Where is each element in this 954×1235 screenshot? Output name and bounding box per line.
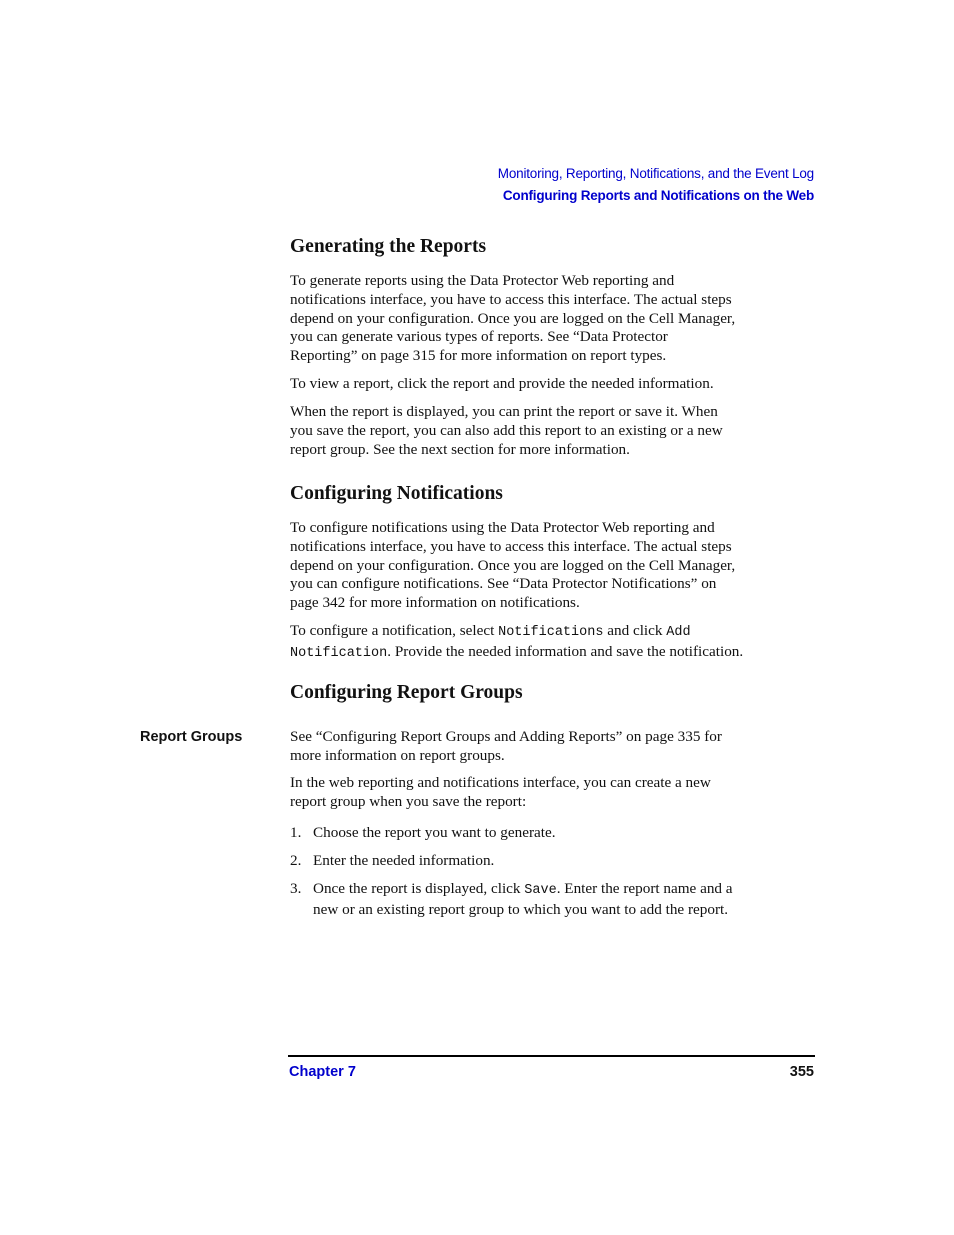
text-line [290,643,816,664]
text-line: depend on your configuration. Once you are logged on the Cell Manager, [290,556,736,574]
text-line: To configure notifications using the Data Protector Web reporting and [290,519,715,536]
text-line: more information on report groups. [290,746,505,764]
heading-generating-reports: Generating the Reports [290,236,487,257]
text-line: you save the report, you can also add this report to an existing or a new [290,421,723,439]
text-line [313,880,816,901]
margin-label-report-groups: Report Groups [140,729,243,745]
running-header-chapter: Monitoring, Reporting, Notifications, and the Event Log [497,166,814,181]
code-notification: Notification [290,645,388,661]
text-line: you can generate various types of reports. See “Data Protector [290,328,668,346]
text-line: When the report is displayed, you can print the report or save it. When [290,403,718,420]
text-line: depend on your configuration. Once you are logged on the Cell Manager, [290,309,736,327]
code-add: Add [666,625,691,640]
list-item [290,824,816,843]
generating-paragraph-1 [290,272,816,366]
text-run: . Enter the report name and a [556,880,733,897]
text-line: Reporting” on page 315 for more information on report types. [290,347,667,365]
list-item [290,880,816,920]
text-line: See “Configuring Report Groups and Adding Reports” on page 335 for [290,728,722,745]
list-item [290,852,816,871]
text-line: To generate reports using the Data Protector Web reporting and [290,272,675,289]
list-item-number: 3. [290,880,302,897]
list-item-text: Enter the needed information. [313,852,495,869]
list-item-text [313,880,816,920]
heading-configuring-report-groups: Configuring Report Groups [290,682,523,703]
list-item-text: Choose the report you want to generate. [313,824,556,841]
text-run: To configure a notification, select [290,622,499,639]
generating-paragraph-3 [290,403,816,459]
notifications-paragraph-2 [290,622,816,664]
footer-chapter: Chapter 7 [289,1064,356,1080]
list-item-number: 2. [290,852,302,869]
notifications-paragraph-1 [290,519,816,613]
footer-rule [288,1055,815,1057]
code-notifications: Notifications [498,625,604,640]
text-line: you can configure notifications. See “Data Protector Notifications” on [290,575,717,593]
text-line: notifications interface, you have to access this interface. The actual steps [290,537,732,555]
text-line: notifications interface, you have to access this interface. The actual steps [290,290,732,308]
text-run: Once the report is displayed, click [313,880,525,897]
list-item-number: 1. [290,824,302,841]
text-line [290,622,816,643]
text-line: report group. See the next section for more information. [290,440,630,458]
text-line: new or an existing report group to which you want to add the report. [313,900,729,918]
footer-page-number: 355 [789,1064,814,1080]
text-run: and click [603,622,667,639]
text-line: In the web reporting and notifications interface, you can create a new [290,774,711,791]
text-line: To view a report, click the report and provide the needed information. [290,375,714,392]
groups-paragraph-1 [290,728,816,766]
code-save: Save [524,883,557,898]
running-header-section: Configuring Reports and Notifications on the Web [502,188,814,203]
text-run: . Provide the needed information and save the notification. [387,642,744,660]
groups-paragraph-2 [290,774,816,812]
text-line: report group when you save the report: [290,792,527,810]
text-line: page 342 for more information on notifications. [290,594,580,612]
generating-paragraph-2 [290,375,816,394]
heading-configuring-notifications: Configuring Notifications [290,483,503,504]
